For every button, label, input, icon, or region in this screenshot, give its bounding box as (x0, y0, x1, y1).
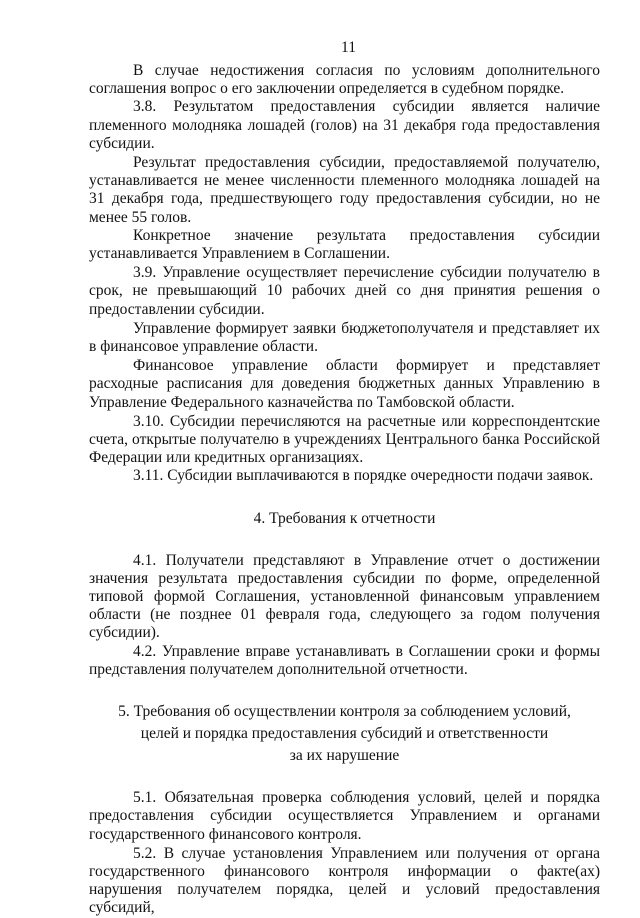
section-4-heading: 4. Требования к отчетности (253, 509, 436, 527)
paragraph-5-2: 5.2. В случае установления Управлением или получения от органа государственного финансового контроля информации о факте(ах) нарушения получателем порядка, целей и условий предоставления субсидий, (89, 844, 600, 917)
paragraph-schedules: Финансовое управление области формирует и представляет расходные расписания для доведения бюджетных данных Управлению в Управление Федерального казначейства по Тамбовской области. (89, 357, 600, 411)
paragraph-result-value: Конкретное значение результата предоставления субсидии устанавливается Управлением в Соглашении. (89, 226, 600, 263)
paragraph-4-2: 4.2. Управление вправе устанавливать в Соглашении сроки и формы представления получателем дополнительной отчетности. (89, 642, 600, 678)
section-5-heading-line-3: за их нарушение (289, 747, 400, 765)
paragraph-3-8: 3.8. Результатом предоставления субсидии является наличие племенного молодняка лошадей (голов) на 31 декабря года предоставления субсидии. (89, 98, 600, 152)
section-5-heading-line-1: 5. Требования об осуществлении контроля за соблюдением условий, (118, 703, 571, 721)
paragraph-5-1: 5.1. Обязательная проверка соблюдения условий, целей и порядка предоставления субсидии осуществляется Управлением и органами государственного финансового контроля. (89, 789, 600, 843)
paragraph-applications: Управление формирует заявки бюджетополучателя и представляет их в финансовое управление области. (89, 319, 600, 356)
paragraph-3-9: 3.9. Управление осуществляет перечисление субсидии получателю в срок, не превышающий 10 рабочих дней со дня принятия решения о предоставлении субсидии. (89, 264, 600, 318)
paragraph-4-1: 4.1. Получатели представляют в Управление отчет о достижении значения результата предоставления субсидии по форме, определенной типовой формой Соглашения, установленной финансовым управлением области (не позднее 01 февраля года, следующего за годом получения субсидии). (89, 551, 600, 642)
page-number: 11 (341, 39, 356, 56)
paragraph-3-10: 3.10. Субсидии перечисляются на расчетные или корреспондентские счета, открытые получателю в учреждениях Центрального банка Российской Федерации или кредитных организациях. (89, 412, 600, 467)
paragraph-agreement-dispute: В случае недостижения согласия по условиям дополнительного соглашения вопрос о его заключении определяется в судебном порядке. (89, 62, 600, 98)
paragraph-3-11: 3.11. Субсидии выплачиваются в порядке очередности подачи заявок. (133, 467, 594, 485)
paragraph-result-amount: Результат предоставления субсидии, предоставляемой получателю, устанавливается не менее численности племенного молодняка лошадей на 31 декабря года, предшествующего году предоставления субсидии, но не менее 55 голов. (89, 154, 600, 226)
section-5-heading-line-2: целей и порядка предоставления субсидий и ответственности (140, 725, 549, 743)
